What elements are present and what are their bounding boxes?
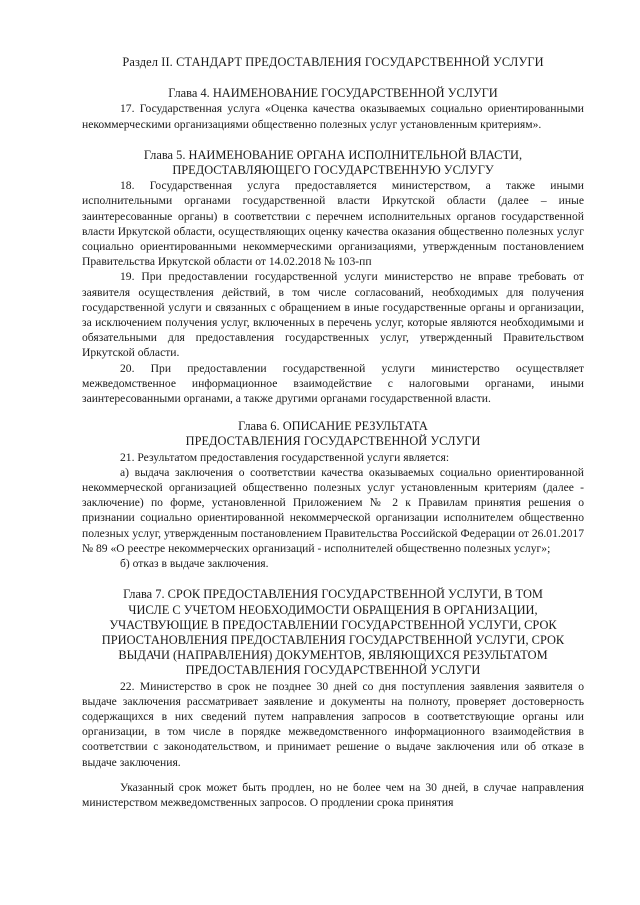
paragraph-18: 18. Государственная услуга предоставляется министерством, а также иными исполнительными органами государственной власти Иркутской области (далее – иные заинтересованные органы) в соответствии с перечнем исполнительных органов государственной власти Иркутской области, осуществляющих оценку качества оказания общественно полезных услуг социально ориентированными некоммерческими организациями, утвержденным постановлением Правительства Иркутской области от 14.02.2018 № 103-пп (82, 179, 584, 269)
chapter-6-title-line: ПРЕДОСТАВЛЕНИЯ ГОСУДАРСТВЕННОЙ УСЛУГИ (185, 434, 481, 449)
chapter-7-title (82, 587, 584, 678)
paragraph-21b: б) отказ в выдаче заключения. (120, 557, 269, 571)
section-title: Раздел II. СТАНДАРТ ПРЕДОСТАВЛЕНИЯ ГОСУДАРСТВЕННОЙ УСЛУГИ (122, 55, 544, 69)
chapter-4-title (82, 86, 584, 101)
chapter-6-title-line: Глава 6. ОПИСАНИЕ РЕЗУЛЬТАТА (238, 419, 428, 434)
chapter-7-title-line: ПРИОСТАНОВЛЕНИЯ ПРЕДОСТАВЛЕНИЯ ГОСУДАРСТВЕННОЙ УСЛУГИ, СРОК (101, 632, 565, 647)
document-page (82, 55, 584, 810)
paragraph-22-continued: Указанный срок может быть продлен, но не более чем на 30 дней, в случае направления министерством межведомственных запросов. О продлении срока принятия (82, 780, 584, 809)
paragraph-17: 17. Государственная услуга «Оценка качества оказываемых социально ориентированными некоммерческими организациями общественно полезных услуг установленным критериям». (82, 102, 584, 131)
paragraph-20: 20. При предоставлении государственной услуги министерство осуществляет межведомственное информационное взаимодействие с налоговыми органами, иными заинтересованными органами, а также другими органами государственной власти. (82, 361, 584, 406)
paragraph-22: 22. Министерство в срок не позднее 30 дней со дня поступления заявления заявителя о выдаче заключения рассматривает заявление и документы на полноту, проверяет достоверность содержащихся в них сведений путем направления запросов в соответствующие органы или организации, в том числе в порядке межведомственного информационного взаимодействия в соответствии с законодательством, и принимает решение о выдаче заключения или об отказе в выдаче заключения. (82, 679, 584, 769)
chapter-6-title (82, 419, 584, 449)
paragraph-19: 19. При предоставлении государственной услуги министерство не вправе требовать от заявителя осуществления действий, в том числе согласований, необходимых для получения государственной услуги и связанных с обращением в иные государственные органы и организации, за исключением получения услуг, включенных в перечень услуг, которые являются необходимыми и обязательными для предоставления государственных услуг, утвержденный Правительством Иркутской области. (82, 270, 584, 360)
chapter-4-title-line: Глава 4. НАИМЕНОВАНИЕ ГОСУДАРСТВЕННОЙ УСЛУГИ (168, 86, 498, 101)
paragraph-21a: а) выдача заключения о соответствии качества оказываемых социально ориентированной некоммерческой организацией общественно полезных услуг установленным критериям (далее - заключение) по форме, установленной Приложением № 2 к Правилам принятия решения о признании социально ориентированной некоммерческой организации исполнителем общественно полезных услуг, утвержденным постановлением Правительства Российской Федерации от 26.01.2017 № 89 «О реестре некоммерческих организаций - исполнителей общественно полезных услуг»; (82, 465, 584, 555)
chapter-7-title-line: Глава 7. СРОК ПРЕДОСТАВЛЕНИЯ ГОСУДАРСТВЕННОЙ УСЛУГИ, В ТОМ (123, 587, 543, 602)
chapter-7-title-line: ВЫДАЧИ (НАПРАВЛЕНИЯ) ДОКУМЕНТОВ, ЯВЛЯЮЩИХСЯ РЕЗУЛЬТАТОМ (118, 648, 548, 663)
chapter-7-title-line: ЧИСЛЕ С УЧЕТОМ НЕОБХОДИМОСТИ ОБРАЩЕНИЯ В ОРГАНИЗАЦИИ, (128, 602, 538, 617)
chapter-7-title-line: УЧАСТВУЮЩИЕ В ПРЕДОСТАВЛЕНИИ ГОСУДАРСТВЕННОЙ УСЛУГИ, СРОК (109, 617, 557, 632)
chapter-5-title-line: Глава 5. НАИМЕНОВАНИЕ ОРГАНА ИСПОЛНИТЕЛЬНОЙ ВЛАСТИ, (143, 147, 523, 162)
paragraph-21: 21. Результатом предоставления государственной услуги является: (120, 450, 450, 464)
chapter-7-title-line: ПРЕДОСТАВЛЕНИЯ ГОСУДАРСТВЕННОЙ УСЛУГИ (185, 663, 481, 678)
chapter-5-title (82, 148, 584, 178)
chapter-5-title-line: ПРЕДОСТАВЛЯЮЩЕГО ГОСУДАРСТВЕННУЮ УСЛУГУ (172, 163, 494, 178)
